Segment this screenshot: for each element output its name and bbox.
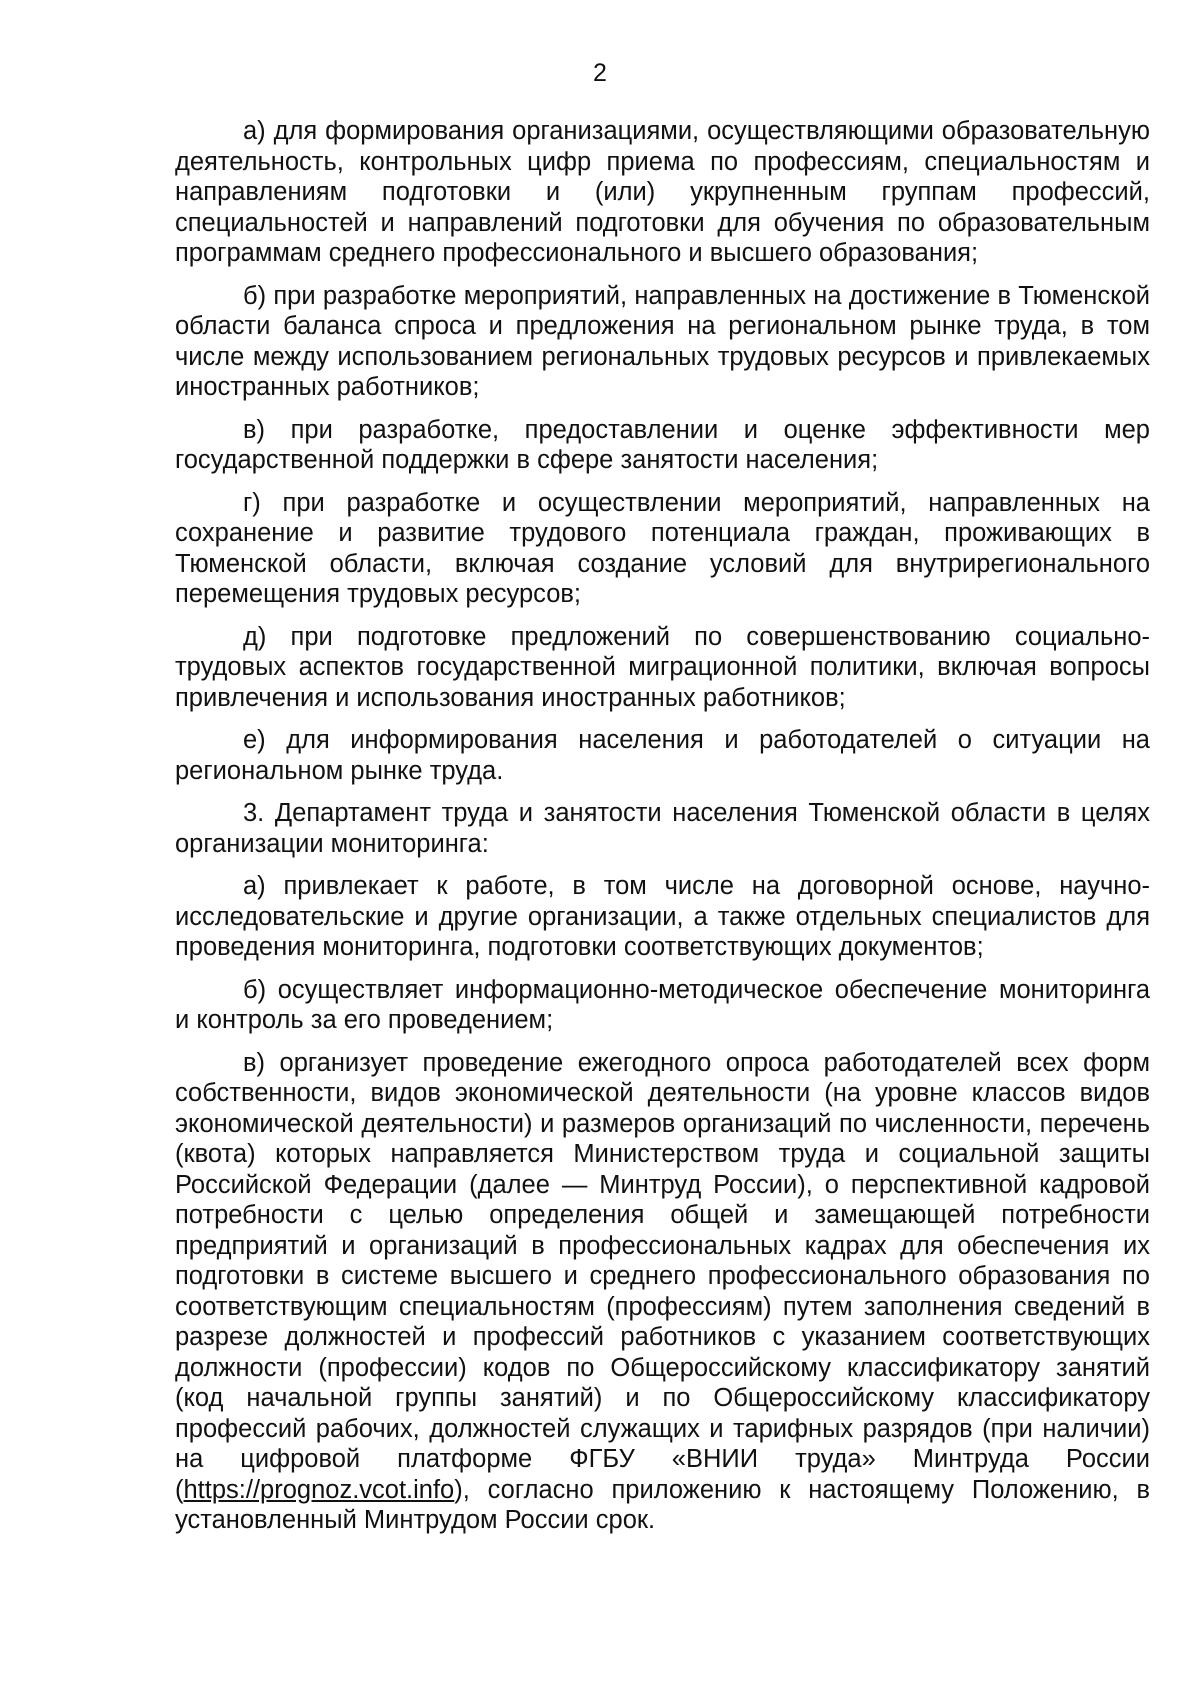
paragraph-item-b-balance: б) при разработке мероприятий, направленных на достижение в Тюменской области баланса спроса и предложения на региональном рынке труда, в том числе между использованием региональных трудовых ресурсов и привлекаемых иностранных работников;: [175, 281, 1150, 401]
paragraph-item-b-methodology: б) осуществляет информационно-методическое обеспечение мониторинга и контроль за его проведением;: [175, 975, 1150, 1034]
prognoz-link[interactable]: https://prognoz.vcot.info: [183, 1475, 455, 1504]
document-body: [175, 116, 1150, 1548]
paragraph-item-a-formation: а) для формирования организациями, осуществляющими образовательную деятельность, контрольных цифр приема по профессиям, специальностям и направлениям подготовки и (или) укрупненным группам профессий, специальностей и направлений подготовки для обучения по образовательным программам среднего профессионального и высшего образования;: [175, 117, 1150, 267]
paragraph-item-a-research: а) привлекает к работе, в том числе на договорной основе, научно-исследовательские и другие организации, а также отдельных специалистов для проведения мониторинга, подготовки соответствующих документов;: [175, 872, 1150, 961]
survey-text-before-link: в) организует проведение ежегодного опроса работодателей всех форм собственности, видов экономической деятельности (на уровне классов видов экономической деятельности) и размеров организаций по численности, перечень (квота) которых направляется Министерством труда и социальной защиты Российской Федерации (далее — Минтруд России), о перспективной кадровой потребности с целью определения общей и замещающей потребности предприятий и организаций в профессиональных кадрах для обеспечения их подготовки в системе высшего и среднего профессионального образования по соответствующим специальностям (профессиям) путем заполнения сведений в разрезе должностей и профессий работников с указанием соответствующих должности (профессии) кодов по Общероссийскому классификатору занятий (код начальной группы занятий) и по Общероссийскому классификатору профессий рабочих, должностей служащих и тарифных разрядов (при наличии) на цифровой платформе ФГБУ «ВНИИ труда» Минтруда России (: [175, 1048, 1150, 1504]
paragraph-section-3: 3. Департамент труда и занятости населения Тюменской области в целях организации мониторинга:: [175, 799, 1150, 858]
survey-text-after-link: ), согласно приложению к настоящему Положению, в установленный Минтрудом России срок.: [175, 1475, 1150, 1534]
paragraph-item-v-support: в) при разработке, предоставлении и оценке эффективности мер государственной поддержки в сфере занятости населения;: [175, 415, 1150, 474]
paragraph-item-e-informing: е) для информирования населения и работодателей о ситуации на региональном рынке труда.: [175, 726, 1150, 785]
paragraph-item-d-migration: д) при подготовке предложений по совершенствованию социально-трудовых аспектов государственной миграционной политики, включая вопросы привлечения и использования иностранных работников;: [175, 622, 1150, 712]
page-number: 2: [593, 59, 607, 87]
paragraph-item-g-potential: г) при разработке и осуществлении мероприятий, направленных на сохранение и развитие трудового потенциала граждан, проживающих в Тюменской области, включая создание условий для внутрирегионального перемещения трудовых ресурсов;: [175, 488, 1150, 608]
paragraph-item-v-survey: [175, 1048, 1150, 1536]
